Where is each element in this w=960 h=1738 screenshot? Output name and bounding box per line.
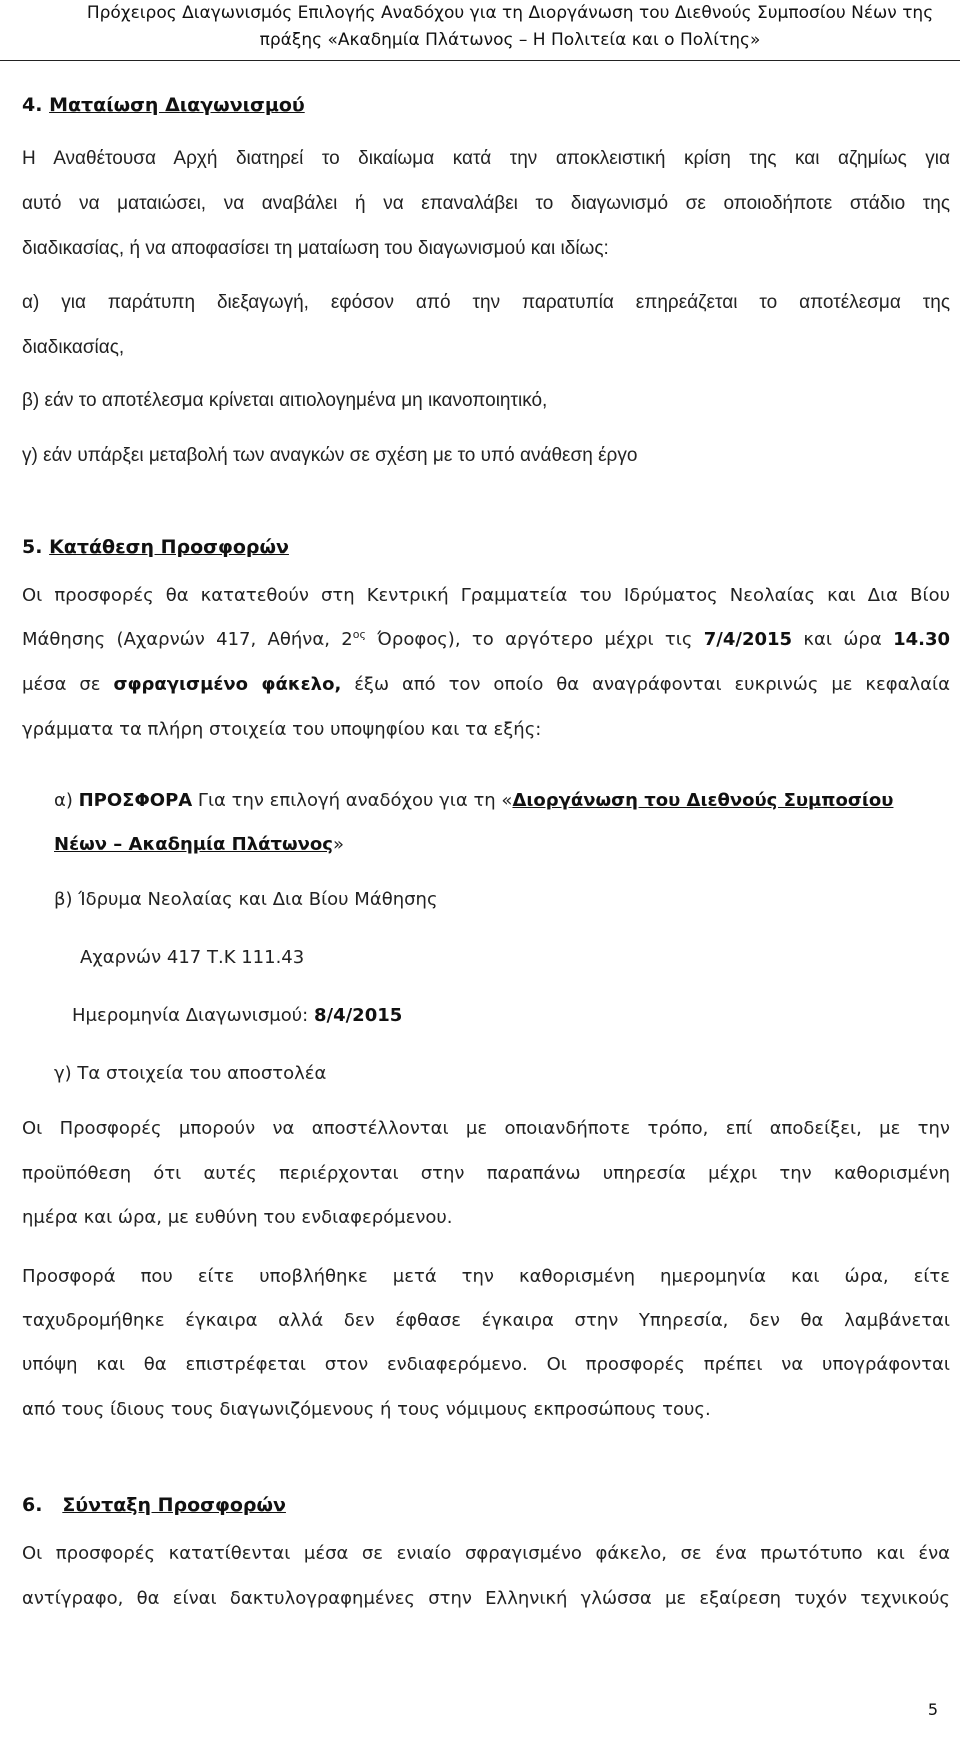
s5-line-2-c: και ώρα [792,629,894,650]
s5-p3-line-1: Προσφορά που είτε υποβλήθηκε μετά την καθορισμένη ημερομηνία και ώρα, είτε [22,1266,950,1287]
s5-item-a-text: Για την επιλογή αναδόχου για τη « [192,790,513,811]
s5-line-3 [22,673,950,697]
s4-item-b: β) εάν το αποτέλεσμα κρίνεται αιτιολογημένα μη ικανοποιητικό, [22,390,548,411]
s5-item-c: γ) Τα στοιχεία του αποστολέα [54,1063,327,1084]
s4-p1-line-2: αυτό να ματαιώσει, να αναβάλει ή να επαναλάβει το διαγωνισμό σε οποιοδήποτε στάδιο της [22,193,950,214]
page-header [60,0,960,54]
section-6-heading [22,1493,950,1517]
s6-line-1: Οι προσφορές κατατίθενται μέσα σε ενιαίο σφραγισμένο φάκελο, σε ένα πρωτότυπο και ένα [22,1543,950,1564]
s5-line-2-b: Όροφος), το αργότερο μέχρι τις [365,629,704,650]
s5-p3-line-3: υπόψη και θα επιστρέφεται στον ενδιαφερόμενο. Οι προσφορές πρέπει να υπογράφονται [22,1354,950,1375]
s4-item-c: γ) εάν υπάρξει μεταβολή των αναγκών σε σχέση με το υπό ανάθεση έργο [22,445,638,466]
event-title-part-1: Διοργάνωση του Διεθνούς Συμποσίου [512,790,894,811]
section-4-heading [22,93,950,117]
section-6-title: Σύνταξη Προσφορών [62,1494,286,1516]
s4-p1-line-1: Η Αναθέτουσα Αρχή διατηρεί το δικαίωμα κατά την αποκλειστική κρίση της και αζημίως για [22,148,950,169]
s5-item-a-line-1 [54,789,950,813]
s5-line-3-a: μέσα σε [22,674,114,695]
s5-line-1: Οι προσφορές θα κατατεθούν στη Κεντρική Γραμματεία του Ιδρύματος Νεολαίας και Δια Βίου [22,585,950,606]
s5-line-2-a: Μάθησης (Αχαρνών 417, Αθήνα, 2 [22,629,353,650]
header-line-2: πράξης «Ακαδημία Πλάτωνος – Η Πολιτεία και ο Πολίτης» [259,30,761,50]
s5-p2-line-3: ημέρα και ώρα, με ευθύνη του ενδιαφερόμενου. [22,1207,453,1228]
page-number: 5 [927,1700,938,1719]
s5-item-a-close: » [332,834,344,855]
section-5-number: 5. [22,536,43,558]
event-title-part-2: Νέων – Ακαδημία Πλάτωνος [54,834,333,855]
competition-date-label: Ημερομηνία Διαγωνισμού: [72,1005,314,1026]
s5-line-3-b: έξω από τον οποίο θα αναγράφονται ευκρινώς με κεφαλαία [341,674,950,695]
s6-line-2: αντίγραφο, θα είναι δακτυλογραφημένες στην Ελληνική γλώσσα με εξαίρεση τυχόν τεχνικούς [22,1588,950,1609]
header-line-1: Πρόχειρος Διαγωνισμός Επιλογής Αναδόχου για τη Διοργάνωση του Διεθνούς Συμποσίου Νέων της [86,3,934,23]
s5-address: Αχαρνών 417 Τ.Κ 111.43 [80,947,305,968]
offer-label: ΠΡΟΣΦΟΡΑ [78,790,193,811]
s4-item-a-line-1: α) για παράτυπη διεξαγωγή, εφόσον από την παρατυπία επηρεάζεται το αποτέλεσμα της [22,292,950,313]
deadline-date: 7/4/2015 [703,629,793,650]
s5-line-2 [22,628,950,652]
s5-p2-line-1: Οι Προσφορές μπορούν να αποστέλλονται με οποιανδήποτε τρόπο, επί αποδείξει, με την [22,1118,950,1139]
s5-p3-line-2: ταχυδρομήθηκε έγκαιρα αλλά δεν έφθασε έγκαιρα στην Υπηρεσία, δεν θα λαμβάνεται [22,1310,950,1331]
s5-item-b: β) Ίδρυμα Νεολαίας και Δια Βίου Μάθησης [54,889,438,910]
header-rule [0,60,960,61]
s4-item-a-line-2: διαδικασίας, [22,337,125,358]
section-5-heading [22,535,950,559]
s5-competition-date [72,1004,960,1028]
s5-item-a-prefix: α) [54,790,79,811]
section-5-title: Κατάθεση Προσφορών [49,536,289,558]
s5-p2-line-2: προϋπόθεση ότι αυτές περιέρχονται στην παραπάνω υπηρεσία μέχρι την καθορισμένη [22,1163,950,1184]
section-6-number: 6. [22,1494,43,1516]
sealed-envelope-text: σφραγισμένο φάκελο, [113,674,342,695]
s5-item-a-line-2 [54,833,960,857]
s5-line-2-superscript: ος [352,628,366,641]
s4-p1-line-3: διαδικασίας, ή να αποφασίσει τη ματαίωση του διαγωνισμού και ιδίως: [22,238,609,259]
competition-date-value: 8/4/2015 [313,1005,403,1026]
section-4-number: 4. [22,94,43,116]
deadline-time: 14.30 [893,629,950,650]
section-4-title: Ματαίωση Διαγωνισμού [49,94,305,116]
s5-line-4: γράμματα τα πλήρη στοιχεία του υποψηφίου και τα εξής: [22,719,542,740]
s5-p3-line-4: από τους ίδιους τους διαγωνιζόμενους ή τους νόμιμους εκπροσώπους τους. [22,1399,711,1420]
